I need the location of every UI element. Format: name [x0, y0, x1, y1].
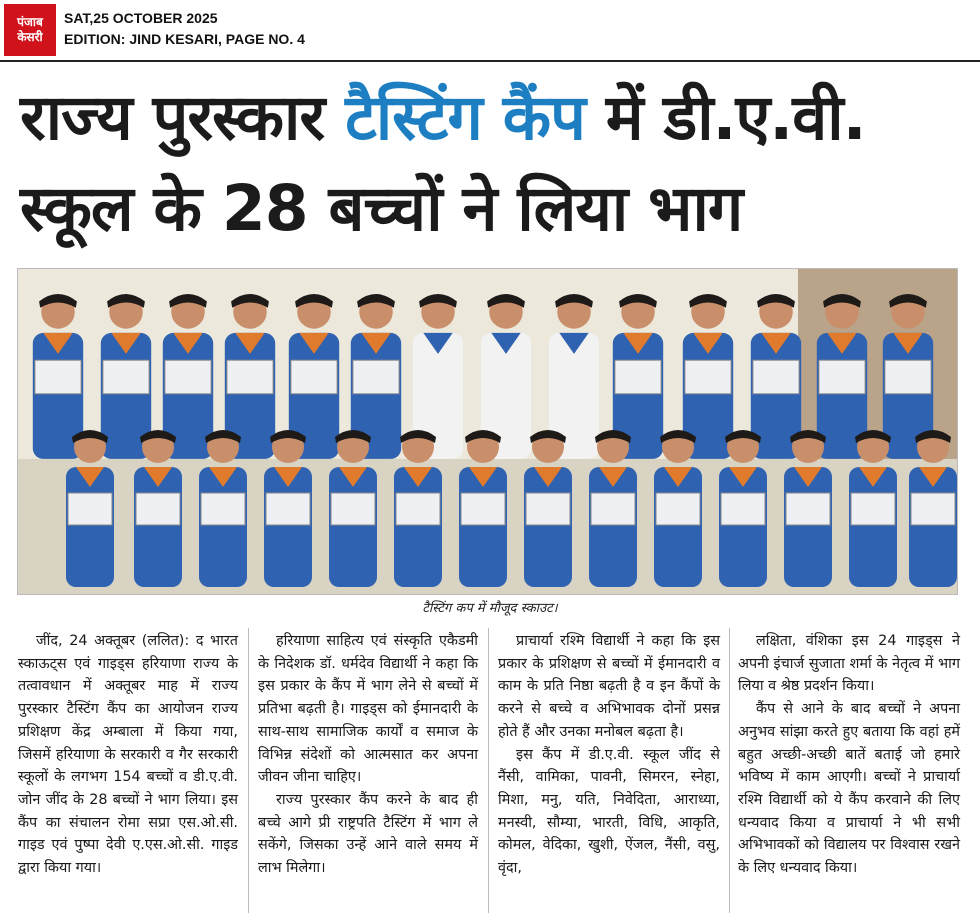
certificate: [103, 360, 149, 394]
certificate: [353, 360, 399, 394]
article-column-3: [498, 630, 720, 880]
column-divider: [488, 628, 489, 913]
certificate: [291, 360, 337, 394]
certificate: [851, 493, 895, 525]
article-paragraph: इस कैंप में डी.ए.वी. स्कूल जींद से नैंसी, वामिका, पावनी, सिमरन, स्नेहा, मिशा, मनु, यति, निवेदिता, आराध्या, मनस्वी, सौम्या, भारती, विधि, आकृति, कोमल, वेदिका, खुशी, ऐंजल, नैंसी, वसु, वृंदा,: [498, 746, 720, 877]
certificate: [227, 360, 273, 394]
punjab-kesari-logo: [4, 4, 56, 56]
certificate: [656, 493, 700, 525]
column-divider: [248, 628, 249, 913]
certificate: [68, 493, 112, 525]
photo-caption: टैस्टिंग कप में मौजूद स्काउट।: [422, 601, 558, 616]
article-paragraph: लक्षिता, वंशिका इस 24 गाइड्स ने अपनी इंचार्ज सुजाता शर्मा के नेतृत्व में भाग लिया व श्रेष्ठ प्रदर्शन किया।: [738, 633, 960, 695]
certificate: [819, 360, 865, 394]
certificate: [136, 493, 180, 525]
certificate: [461, 493, 505, 525]
certificate: [911, 493, 955, 525]
logo-line-1: पंजाब: [17, 15, 43, 29]
headline: [20, 72, 965, 254]
article-column-2: [258, 630, 478, 880]
header-divider: [0, 60, 980, 62]
edition-label: EDITION: JIND KESARI, PAGE NO. 4: [64, 31, 305, 47]
certificate: [331, 493, 375, 525]
certificate: [266, 493, 310, 525]
certificate: [685, 360, 731, 394]
article-paragraph: राज्य पुरस्कार कैंप करने के बाद ही बच्चे आगे प्री राष्ट्रपति टैस्टिंग में भाग ले सकेंगे, जिसका उन्हें आने वाले समय में लाभ मिलेगा।: [258, 791, 478, 877]
group-photo-illustration: [18, 269, 957, 594]
logo-line-2: केसरी: [17, 30, 43, 44]
certificate: [885, 360, 931, 394]
certificate: [35, 360, 81, 394]
masthead: [0, 0, 980, 60]
article-paragraph: प्राचार्या रश्मि विद्यार्थी ने कहा कि इस प्रकार के प्रशिक्षण से बच्चों में ईमानदारी व काम के प्रति निष्ठा बढ़ती है व इन कैंपों के करने से बच्चे व अभिभावक दोनों प्रसन्न होते हैं और उनका मनोबल बढ़ता है।: [498, 633, 720, 740]
certificate: [591, 493, 635, 525]
column-divider: [729, 628, 730, 913]
headline-part-1: राज्य पुरस्कार: [20, 81, 346, 154]
certificate: [165, 360, 211, 394]
certificate: [753, 360, 799, 394]
certificate: [396, 493, 440, 525]
headline-part-2: में डी.ए.वी. स्कूल के 28 बच्चों ने लिया भाग: [20, 81, 866, 245]
certificate: [526, 493, 570, 525]
article-paragraph: हरियाणा साहित्य एवं संस्कृति एकैडमी के निदेशक डॉ. धर्मदेव विद्यार्थी ने कहा कि इस प्रकार के कैंप में भाग लेने से बच्चों में प्रतिभा बढ़ती है। गाइड्स को ईमानदारी के साथ-साथ सामाजिक कार्यों व समाज के विभिन्न संदेशों को आत्मसात कर अपना जीवन जीना चाहिए।: [258, 633, 478, 786]
headline-highlight: टैस्टिंग कैंप: [345, 81, 585, 154]
article-column-1: [18, 630, 238, 880]
certificate: [201, 493, 245, 525]
publication-date: SAT,25 OCTOBER 2025: [64, 10, 218, 26]
article-paragraph: जींद, 24 अक्तूबर (ललित): द भारत स्काऊट्स एवं गाइड्स हरियाणा राज्य के तत्वावधान में अक्तूबर माह में राज्य पुरस्कार टैस्टिंग कैंप का आयोजन राज्य प्रशिक्षण केंद्र अम्बाला में किया गया, जिसमें हरियाणा के सरकारी व गैर सरकारी स्कूलों के लगभग 154 बच्चों व डी.ए.वी. जोन जींद के 28 बच्चों ने भाग लिया। इस कैंप का संचालन रोमा सप्रा एस.ओ.सी. गाइड एवं पुष्पा देवी ए.एस.ओ.सी. गाइड द्वारा किया गया।: [18, 633, 238, 877]
article-column-4: [738, 630, 960, 880]
certificate: [615, 360, 661, 394]
article-paragraph: कैंप से आने के बाद बच्चों ने अपना अनुभव सांझा करते हुए बताया कि वहां हमें बहुत अच्छी-अच्छी बातें बताई जो हमारे भविष्य में काम आएगी। बच्चों ने प्राचार्या रश्मि विद्यार्थी को ये कैंप करवाने की लिए धन्यवाद किया व प्राचार्या ने भी सभी अभिभावकों को विद्यालय पर विश्वास रखने के लिए धन्यवाद किया।: [738, 701, 960, 877]
group-photo: [17, 268, 958, 595]
certificate: [721, 493, 765, 525]
certificate: [786, 493, 830, 525]
edition-info: [64, 8, 305, 50]
